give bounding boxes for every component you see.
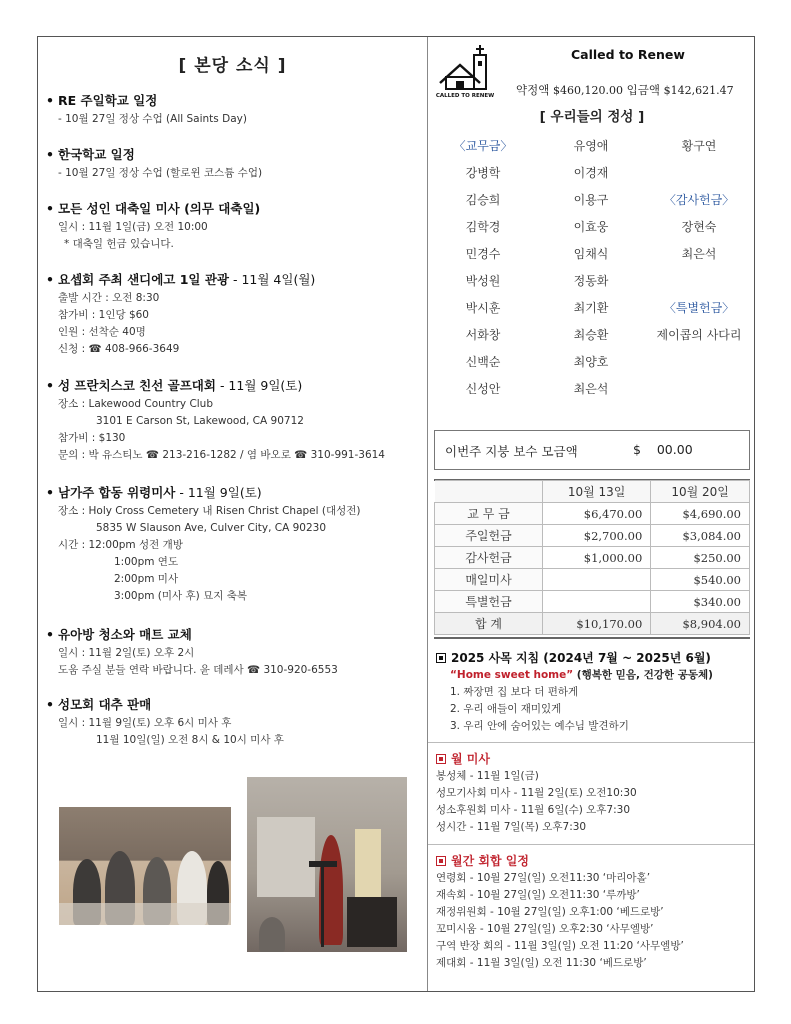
- news-item-all-saints: • 모든 성인 대축일 미사 (의무 대축일) 일시 : 11월 1일(금) 오전 10:00 * 대축일 헌금 있습니다.: [46, 199, 424, 253]
- news-heading-date: - 11월 4일(월): [229, 272, 316, 287]
- donor-name: 임채식: [573, 247, 609, 261]
- news-item-korean-school: • 한국학교 일정 - 10월 27일 정상 수업 (할로윈 코스튬 수업): [46, 145, 424, 182]
- news-item-memorial-mass: • 남가주 합동 위령미사 - 11월 9일(토) 장소 : Holy Cross Cemetery 내 Risen Christ Chapel (대성전) 5835 W Slauson Ave, Culver City, CA 90230 시간 : 12:00pm 성전 개방 1:00pm 연도 2:00pm 미사 3:00pm (미사 후) 묘지 축복: [46, 483, 424, 605]
- news-line-label: 신청 :: [58, 343, 89, 355]
- section-rule: [428, 742, 755, 743]
- news-line: 11월 10일(일) 오전 8시 & 10시 미사 후: [96, 734, 284, 746]
- roof-fund-value: [633, 442, 693, 457]
- news-line: 장소 : Lakewood Country Club: [58, 398, 214, 410]
- news-heading: 성모회 대추 판매: [58, 697, 152, 712]
- schedule-line: 재정위원회 - 10월 27일(일) 오후1:00 ‘베드로방’: [436, 906, 664, 918]
- pledge-label: 약정액: [516, 83, 550, 97]
- donor-name: 신성안: [465, 382, 501, 396]
- donor-name: 박성원: [465, 274, 501, 288]
- table-header-row: [435, 481, 750, 503]
- schedule-line: 성모기사회 미사 - 11월 2일(토) 오전10:30: [436, 787, 637, 799]
- news-line: 참가비 : $130: [58, 432, 126, 444]
- table-cell-label: 감사헌금: [435, 547, 543, 569]
- donor-name: 유영애: [573, 139, 609, 153]
- news-line: 시간 : 12:00pm 성전 개방: [58, 539, 183, 551]
- news-line: 인원 : 선착순 40명: [58, 326, 146, 338]
- table-cell: $3,084.00: [651, 525, 750, 547]
- news-line: 3:00pm (미사 후) 묘지 축복: [114, 590, 248, 602]
- news-item-nursery: • 유아방 청소와 매트 교체 일시 : 11월 2일(토) 오후 2시 도움 주실 분들 연락 바랍니다. 윤 데레사 ☎ 310-920-6553: [46, 625, 424, 679]
- table-cell: $340.00: [651, 591, 750, 613]
- campaign-totals: [516, 82, 734, 98]
- offering-table: [434, 480, 750, 635]
- news-heading: 성 프란치스코 친선 골프대회: [58, 378, 216, 393]
- pastoral-guidelines: [436, 649, 752, 735]
- news-line: * 대축일 헌금 있습니다.: [64, 238, 174, 250]
- table-cell-label: 주일헌금: [435, 525, 543, 547]
- pastoral-theme: “Home sweet home”: [450, 669, 574, 681]
- phone-number[interactable]: 408-966-3649: [104, 343, 180, 355]
- schedule-line: 연령회 - 10월 27일(일) 오전11:30 ‘마리아홀’: [436, 872, 651, 884]
- table-cell: [543, 591, 651, 613]
- bulletin-page: [37, 36, 755, 992]
- photo-lector-at-altar: [247, 777, 407, 952]
- section-rule: [428, 844, 755, 845]
- table-cell: [543, 569, 651, 591]
- donor-name: 서화창: [465, 328, 501, 342]
- news-heading: 모든 성인 대축일 미사 (의무 대축일): [58, 201, 261, 216]
- roof-fund-label: 이번주 지붕 보수 모금액: [445, 444, 578, 459]
- news-line-label: 도움 주실 분들 연락 바랍니다. 윤 데레사: [58, 664, 247, 676]
- donor-category: 〈특별헌금〉: [663, 301, 735, 315]
- square-bullet-icon: [436, 653, 446, 663]
- paid-amount: $142,621.47: [663, 84, 734, 97]
- donor-name: 황구연: [681, 139, 717, 153]
- offering-title: [ 우리들의 정성 ]: [539, 109, 645, 125]
- called-to-renew-logo: [434, 43, 496, 99]
- phone-icon: [294, 449, 307, 461]
- table-cell: $1,000.00: [543, 547, 651, 569]
- donor-name: 최승환: [573, 328, 609, 342]
- table-cell: $2,700.00: [543, 525, 651, 547]
- donor-name: 최기환: [573, 301, 609, 315]
- news-line: 3101 E Carson St, Lakewood, CA 90712: [96, 415, 304, 427]
- monthly-meetings: [436, 852, 752, 972]
- parish-news-title: [ 본당 소식 ]: [178, 56, 287, 76]
- donor-name: 김승희: [465, 193, 501, 207]
- news-line: 장소 : Holy Cross Cemetery 내 Risen Christ Chapel (대성전): [58, 505, 361, 517]
- campaign-name: Called to Renew: [571, 47, 685, 62]
- pledge-amount: $460,120.00: [552, 84, 623, 97]
- donor-name: 박시훈: [465, 301, 501, 315]
- donor-name: 민경수: [465, 247, 501, 261]
- schedule-line: 꼬미시움 - 10월 27일(일) 오후2:30 ‘사무엘방’: [436, 923, 654, 935]
- donor-name: 장현숙: [681, 220, 717, 234]
- table-header: 10월 20일: [651, 481, 750, 503]
- donor-name: 이경재: [573, 166, 609, 180]
- news-line: - 10월 27일 정상 수업 (할로윈 코스튬 수업): [58, 167, 263, 179]
- donor-name: 김학경: [465, 220, 501, 234]
- paid-label: 입금액: [626, 83, 660, 97]
- news-item-sandiego-tour: • 요셉회 주최 샌디에고 1일 관광 - 11월 4일(월) 출발 시간 : 오전 8:30 참가비 : 1인당 $60 인원 : 선착순 40명 신청 : ☎ 408-966-3649: [46, 270, 424, 358]
- table-row: [435, 547, 750, 569]
- donor-category: 〈교무금〉: [453, 139, 513, 153]
- phone-icon: [89, 343, 102, 355]
- table-row: [435, 591, 750, 613]
- table-cell: $250.00: [651, 547, 750, 569]
- monthly-mass-title: 월 미사: [451, 752, 490, 766]
- donor-name: 이용구: [573, 193, 609, 207]
- table-cell-label: 합 계: [435, 613, 543, 635]
- roof-fund-currency: $: [633, 442, 641, 457]
- schedule-line: 봉성체 - 11월 1일(금): [436, 770, 539, 782]
- donor-name: 정동화: [573, 274, 609, 288]
- photo-prayer-group: [59, 807, 231, 925]
- schedule-line: 성시간 - 11월 7일(목) 오후7:30: [436, 821, 587, 833]
- pastoral-point: 1. 짜장면 집 보다 더 편하게: [450, 686, 579, 698]
- news-line: 출발 시간 : 오전 8:30: [58, 292, 160, 304]
- news-line: 일시 : 11월 9일(토) 오후 6시 미사 후: [58, 717, 232, 729]
- news-item-golf: • 성 프란치스코 친선 골프대회 - 11월 9일(토) 장소 : Lakewood Country Club 3101 E Carson St, Lakewood, CA 90712 참가비 : $130 문의 : 박 유스티노 ☎ 213-216-1282 / 염 바오로 ☎ 310-991-3614: [46, 376, 424, 464]
- table-cell-label: 매일미사: [435, 569, 543, 591]
- news-item-re-school: • RE 주일학교 일정 - 10월 27일 정상 수업 (All Saints Day): [46, 91, 424, 128]
- donor-name: 강병학: [465, 166, 501, 180]
- phone-number[interactable]: 310-920-6553: [263, 664, 338, 676]
- news-line: [46, 662, 424, 679]
- news-line: [46, 447, 424, 464]
- pastoral-point: 2. 우리 애들이 재미있게: [450, 703, 562, 715]
- table-row: [435, 569, 750, 591]
- news-line: 참가비 : 1인당 $60: [58, 309, 149, 321]
- phone-icon: [247, 664, 260, 676]
- donor-name: 최양호: [573, 355, 609, 369]
- offering-column: [428, 37, 755, 991]
- table-cell-label: 교 무 금: [435, 503, 543, 525]
- pastoral-point: 3. 우리 안에 숨어있는 예수님 발견하기: [450, 720, 629, 732]
- news-heading: 남가주 합동 위령미사: [58, 485, 176, 500]
- news-heading: 한국학교 일정: [58, 147, 135, 162]
- phone-number[interactable]: 310-991-3614: [310, 449, 385, 461]
- schedule-line: 구역 반장 회의 - 11월 3일(일) 오전 11:20 ‘사무엘방’: [436, 940, 684, 952]
- news-line-label: 문의 : 박 유스티노: [58, 449, 146, 461]
- donor-name: 최은석: [573, 382, 609, 396]
- news-line: 2:00pm 미사: [114, 573, 179, 585]
- square-bullet-icon: [436, 754, 446, 764]
- table-header: [435, 481, 543, 503]
- news-line: 일시 : 11월 1일(금) 오전 10:00: [58, 221, 208, 233]
- roof-fund-box: [434, 430, 750, 470]
- roof-fund-amount: 00.00: [656, 442, 693, 457]
- table-row: [435, 525, 750, 547]
- pastoral-title: 2025 사목 지침 (2024년 7월 ~ 2025년 6월): [451, 651, 711, 665]
- schedule-line: 제대회 - 11월 3일(일) 오전 11:30 ‘베드로방’: [436, 957, 647, 969]
- parish-news-column: [38, 37, 427, 991]
- news-line: [46, 341, 424, 358]
- table-cell: $10,170.00: [543, 613, 651, 635]
- table-cell-label: 특별헌금: [435, 591, 543, 613]
- table-bottom-rule: [434, 637, 750, 639]
- news-line: 일시 : 11월 2일(토) 오후 2시: [58, 647, 195, 659]
- pastoral-theme-sub: (행복한 믿음, 건강한 공동체): [573, 669, 713, 681]
- phone-number[interactable]: 213-216-1282 / 염 바오로: [162, 449, 295, 461]
- schedule-line: 성소후원회 미사 - 11월 6일(수) 오후7:30: [436, 804, 631, 816]
- table-cell: $4,690.00: [651, 503, 750, 525]
- table-cell: $8,904.00: [651, 613, 750, 635]
- news-line: 5835 W Slauson Ave, Culver City, CA 90230: [96, 522, 326, 534]
- donor-name: 신백순: [465, 355, 501, 369]
- monthly-mass: [436, 750, 752, 836]
- news-heading: 유아방 청소와 매트 교체: [58, 627, 192, 642]
- news-line: - 10월 27일 정상 수업 (All Saints Day): [58, 113, 247, 125]
- news-line: 1:00pm 연도: [114, 556, 179, 568]
- square-bullet-icon: [436, 856, 446, 866]
- donor-category: 〈감사헌금〉: [663, 193, 735, 207]
- schedule-line: 재속회 - 10월 27일(일) 오전11:30 ‘루까방’: [436, 889, 640, 901]
- donor-name: 최은석: [681, 247, 717, 261]
- news-heading: 요셉회 주최 샌디에고 1일 관광: [58, 272, 230, 287]
- news-heading-date: - 11월 9일(토): [175, 485, 262, 500]
- table-cell: $540.00: [651, 569, 750, 591]
- logo-text: CALLED TO RENEW: [435, 93, 495, 99]
- news-item-jujube-sale: • 성모회 대추 판매 일시 : 11월 9일(토) 오후 6시 미사 후 11월 10일(일) 오전 8시 & 10시 미사 후: [46, 695, 424, 749]
- donor-name: 이효웅: [573, 220, 609, 234]
- news-heading-date: - 11월 9일(토): [215, 378, 303, 393]
- table-row: [435, 503, 750, 525]
- table-header: 10월 13일: [543, 481, 651, 503]
- table-total-row: [435, 613, 750, 635]
- phone-icon: [146, 449, 159, 461]
- table-cell: $6,470.00: [543, 503, 651, 525]
- donor-name: 제이콥의 사다리: [656, 328, 742, 342]
- news-heading: RE 주일학교 일정: [58, 93, 158, 108]
- monthly-meetings-title: 월간 회합 일정: [451, 854, 529, 868]
